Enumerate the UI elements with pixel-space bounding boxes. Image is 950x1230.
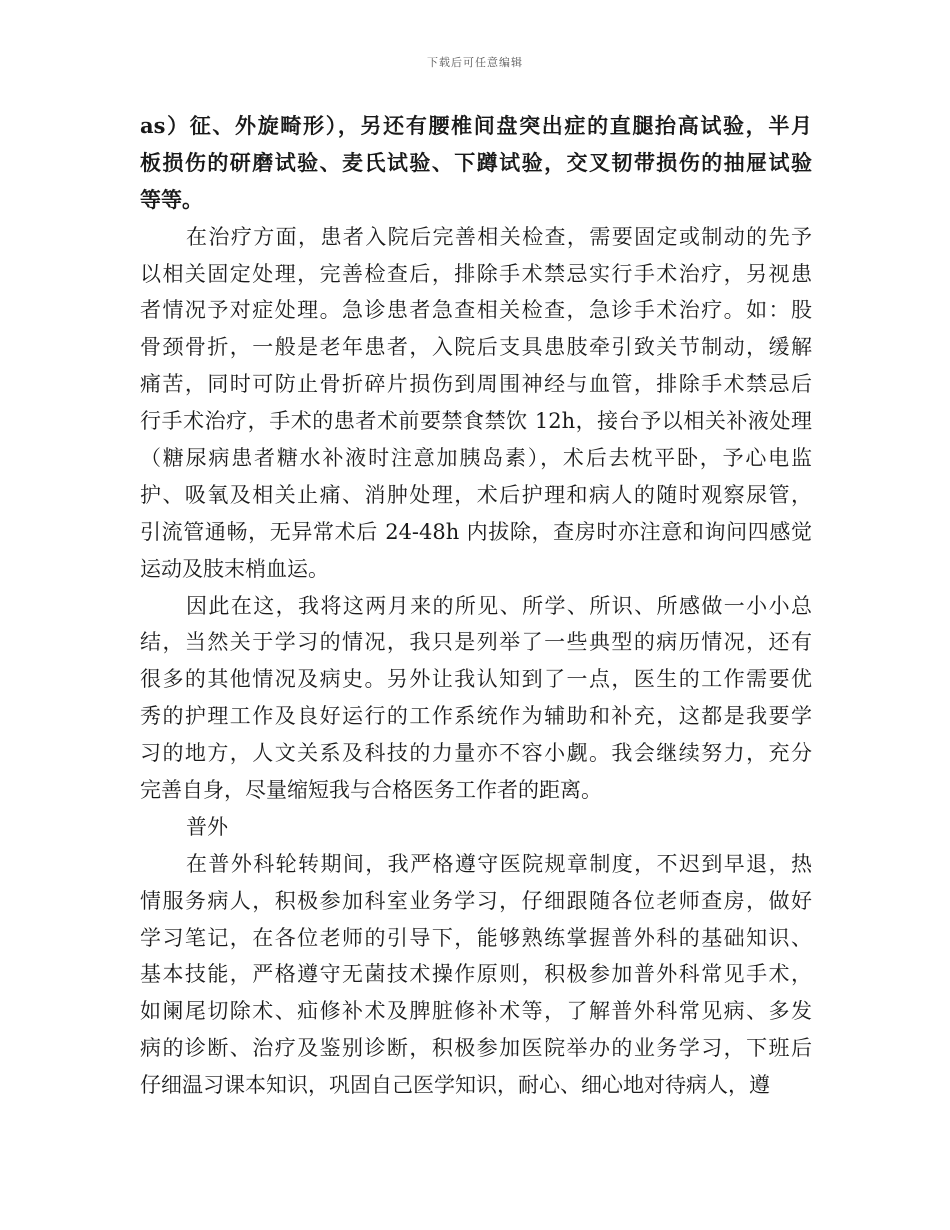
- text-line: 秀的护理工作及良好运行的工作系统作为辅助和补充，这都是我要学: [140, 704, 812, 729]
- text-line: 引流管通畅，无异常术后 24-48h 内拔除，查房时亦注意和询问四感觉: [140, 519, 812, 544]
- text-line: 病的诊断、治疗及鉴别诊断，积极参加医院举办的业务学习，下班后: [140, 1036, 812, 1061]
- paragraph: [140, 108, 812, 219]
- paragraph: [140, 846, 812, 1104]
- text-line: 如阑尾切除术、疝修补术及脾脏修补术等，了解普外科常见病、多发: [140, 999, 812, 1024]
- text-line: 骨颈骨折，一般是老年患者，入院后支具患肢牵引致关节制动，缓解: [140, 335, 812, 360]
- document-body: [140, 108, 812, 1104]
- text-line: （糖尿病患者糖水补液时注意加胰岛素），术后去枕平卧，予心电监: [140, 446, 812, 471]
- text-line: 以相关固定处理，完善检查后，排除手术禁忌实行手术治疗，另视患: [140, 261, 812, 286]
- paragraph: [140, 809, 812, 846]
- text-line: 仔细温习课本知识，巩固自己医学知识，耐心、细心地对待病人，遵: [140, 1073, 770, 1098]
- text-line: 者情况予对症处理。急诊患者急查相关检查，急诊手术治疗。如：股: [140, 298, 812, 323]
- text-line: as）征、外旋畸形），另还有腰椎间盘突出症的直腿抬高试验，半月: [140, 113, 812, 138]
- text-line: 结，当然关于学习的情况，我只是列举了一些典型的病历情况，还有: [140, 630, 812, 655]
- text-line: 在治疗方面，患者入院后完善相关检查，需要固定或制动的先予: [186, 224, 812, 249]
- text-line: 完善自身，尽量缩短我与合格医务工作者的距离。: [140, 778, 602, 803]
- text-line: 板损伤的研磨试验、麦氏试验、下蹲试验，交叉韧带损伤的抽屉试验: [140, 149, 812, 175]
- text-line: 习的地方，人文关系及科技的力量亦不容小觑。我会继续努力，充分: [140, 741, 812, 766]
- text-line: 普外: [186, 814, 228, 839]
- text-line: 基本技能，严格遵守无菌技术操作原则，积极参加普外科常见手术，: [140, 962, 812, 987]
- text-line: 护、吸氧及相关止痛、消肿处理，术后护理和病人的随时观察尿管，: [140, 482, 812, 507]
- paragraph: [140, 588, 812, 809]
- text-line: 运动及肢末梢血运。: [140, 556, 329, 581]
- text-line: 等等。: [140, 186, 203, 212]
- text-line: 痛苦，同时可防止骨折碎片损伤到周围神经与血管，排除手术禁忌后: [140, 372, 812, 397]
- text-line: 学习笔记，在各位老师的引导下，能够熟练掌握普外科的基础知识、: [140, 925, 812, 950]
- text-line: 在普外科轮转期间，我严格遵守医院规章制度，不迟到早退，热: [186, 851, 812, 876]
- text-line: 因此在这，我将这两月来的所见、所学、所识、所感做一小小总: [186, 593, 812, 618]
- text-line: 行手术治疗，手术的患者术前要禁食禁饮 12h，接台予以相关补液处理: [140, 409, 812, 434]
- paragraph: [140, 219, 812, 588]
- text-line: 情服务病人，积极参加科室业务学习，仔细跟随各位老师查房，做好: [140, 888, 812, 913]
- text-line: 很多的其他情况及病史。另外让我认知到了一点，医生的工作需要优: [140, 667, 812, 692]
- page-header: 下载后可任意编辑: [427, 56, 523, 69]
